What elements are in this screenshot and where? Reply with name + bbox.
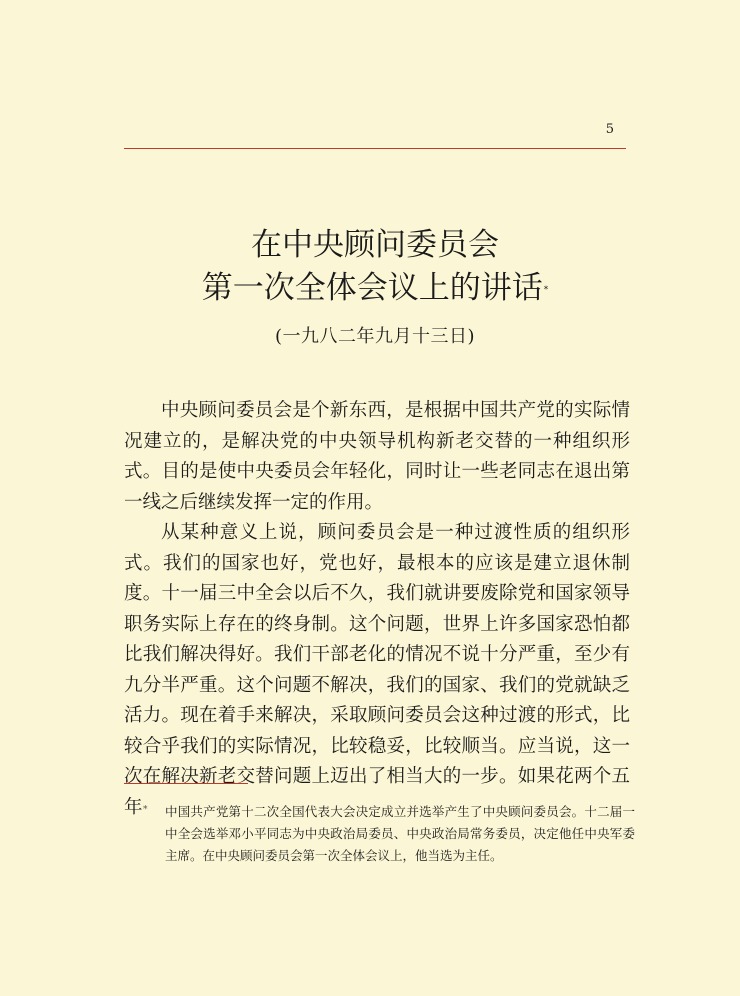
footnote-marker: *: [143, 805, 148, 815]
footnote-rule: [124, 783, 248, 784]
speech-date: (一九八二年九月十三日): [274, 326, 476, 347]
title-line-2-text: 第一次全体会议上的讲话: [201, 270, 543, 306]
page-title: [124, 224, 626, 310]
page-number: 5: [605, 122, 614, 137]
title-footnote-marker[interactable]: *: [543, 285, 549, 295]
footnote: [143, 801, 635, 867]
footnote-text: 中国共产党第十二次全国代表大会决定成立并选举产生了中央顾问委员会。十二届一中全会选举邓小平同志为中央政治局委员、中央政治局常务委员，决定他任中央军委主席。在中央顾问委员会第一次全体会议上，他当选为主任。: [165, 804, 635, 863]
title-line-2: [124, 267, 626, 310]
title-line-1: 在中央顾问委员会: [251, 227, 499, 263]
header-rule: [124, 148, 626, 149]
paragraph: 中央顾问委员会是个新东西，是根据中国共产党的实际情况建立的，是解决党的中央领导机构新老交替的一种组织形式。目的是使中央委员会年轻化，同时让一些老同志在退出第一线之后继续发挥一定的作用。: [124, 400, 630, 513]
body-text: [124, 396, 630, 823]
paragraph: 从某种意义上说，顾问委员会是一种过渡性质的组织形式。我们的国家也好，党也好，最根本的应该是建立退休制度。十一届三中全会以后不久，我们就讲要废除党和国家领导职务实际上存在的终身制。这个问题，世界上许多国家恐怕都比我们解决得好。我们干部老化的情况不说十分严重，至少有九分半严重。这个问题不解决，我们的国家、我们的党就缺乏活力。现在着手来解决，采取顾问委员会这种过渡的形式，比较合乎我们的实际情况，比较稳妥，比较顺当。应当说，这一次在解决新老交替问题上迈出了相当大的一步。如果花两个五年: [124, 522, 630, 818]
